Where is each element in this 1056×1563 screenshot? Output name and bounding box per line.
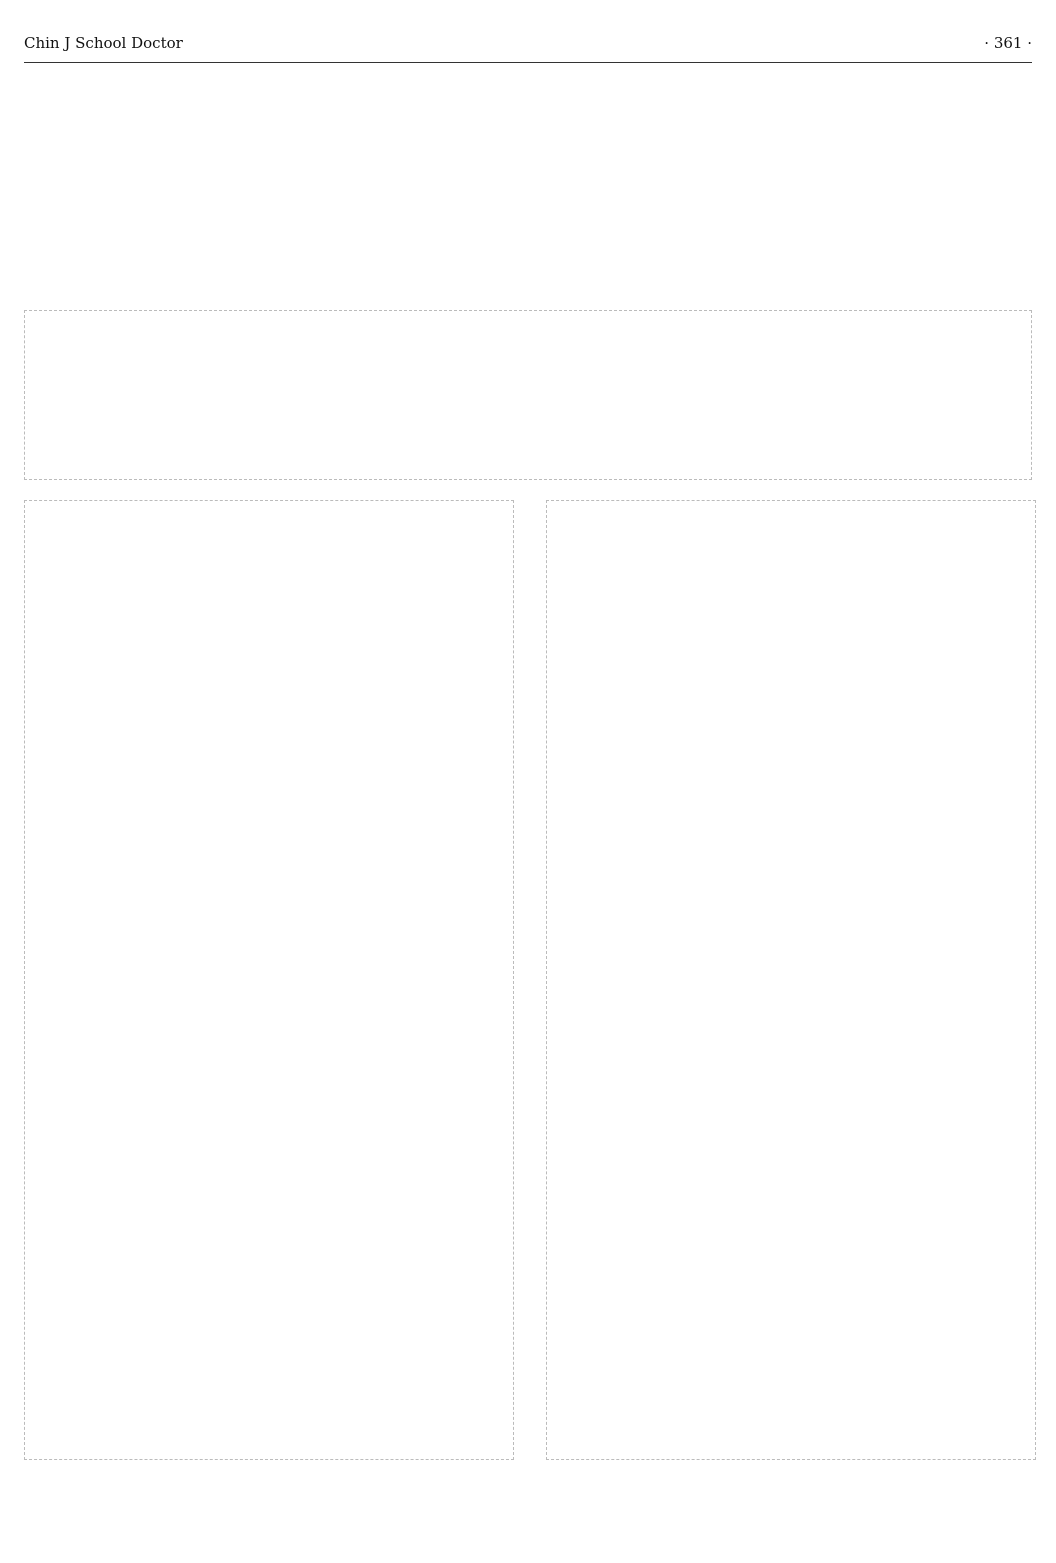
right-column bbox=[546, 500, 1036, 1460]
page-number: · 361 · bbox=[984, 34, 1032, 52]
abstract-block bbox=[24, 310, 1032, 480]
running-header bbox=[24, 34, 1032, 63]
left-column bbox=[24, 500, 514, 1460]
journal-name: Chin J School Doctor bbox=[24, 34, 183, 52]
